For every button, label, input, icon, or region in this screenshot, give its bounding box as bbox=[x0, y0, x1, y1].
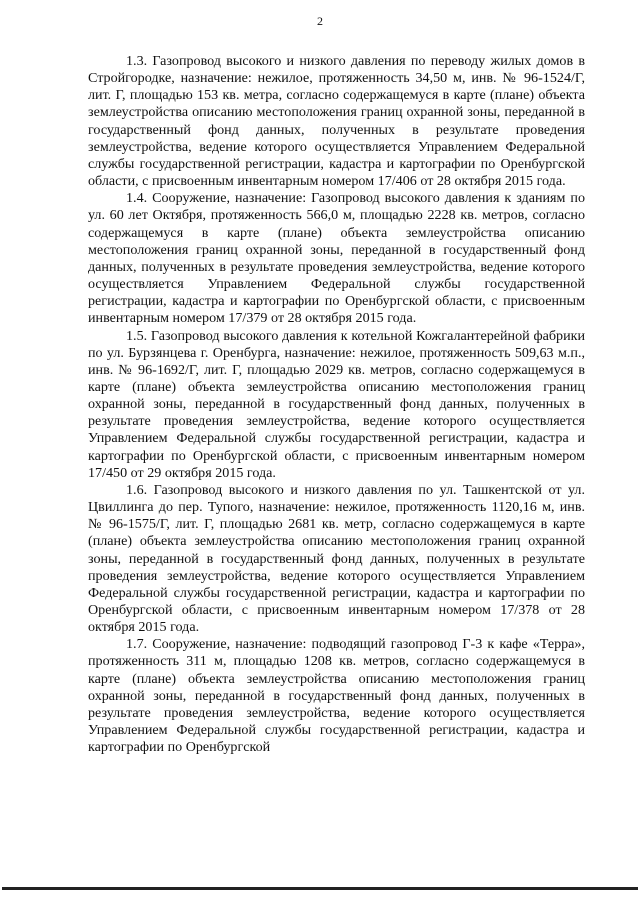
document-body bbox=[88, 53, 585, 756]
paragraph-1-5: 1.5. Газопровод высокого давления к котельной Кожгалантерейной фабрики по ул. Бурзянцева г. Оренбурга, назначение: нежилое, протяженность 509,63 м.п., инв. № 96-1692/Г, лит. Г, площадью 2029 кв. метров, согласно содержащемуся в карте (плане) объекта землеустройства описанию местоположения границ охранной зоны, переданной в государственный фонд данных, полученных в результате проведения землеустройства, ведение которого осуществляется Управлением Федеральной службы государственной регистрации, кадастра и картографии по Оренбургской области, с присвоенным инвентарным номером 17/450 от 29 октября 2015 года. bbox=[88, 327, 585, 481]
paragraph-1-3: 1.3. Газопровод высокого и низкого давления по переводу жилых домов в Стройгородке, назначение: нежилое, протяженность 34,50 м, инв. № 96-1524/Г, лит. Г, площадью 153 кв. метра, согласно содержащемуся в карте (плане) объекта землеустройства описанию местоположения границ охранной зоны, переданной в государственный фонд данных, полученных в результате проведения землеустройства, ведение которого осуществляется Управлением Федеральной службы государственной регистрации, кадастра и картографии по Оренбургской области, с присвоенным инвентарным номером 17/406 от 28 октября 2015 года. bbox=[88, 53, 585, 190]
paragraph-1-6: 1.6. Газопровод высокого и низкого давления по ул. Ташкентской от ул. Цвиллинга до пер. Тупого, назначение: нежилое, протяженность 1120,16 м, инв. № 96-1575/Г, лит. Г, площадью 2681 кв. метр, согласно содержащемуся в карте (плане) объекта землеустройства описанию местоположения границ охранной зоны, переданной в государственный фонд данных, полученных в результате проведения землеустройства, ведение которого осуществляется Управлением Федеральной службы государственной регистрации, кадастра и картографии по Оренбургской области, с присвоенным инвентарным номером 17/378 от 28 октября 2015 года. bbox=[88, 481, 585, 636]
paragraph-1-7: 1.7. Сооружение, назначение: подводящий газопровод Г-3 к кафе «Терра», протяженность 311 м, площадью 1208 кв. метров, согласно содержащемуся в карте (плане) объекта землеустройства описанию местоположения границ охранной зоны, переданной в государственный фонд данных, полученных в результате проведения землеустройства, ведение которого осуществляется Управлением Федеральной службы государственной регистрации, кадастра и картографии по Оренбургской bbox=[88, 636, 585, 756]
page-number: 2 bbox=[317, 14, 323, 28]
paragraph-1-4: 1.4. Сооружение, назначение: Газопровод высокого давления к зданиям по ул. 60 лет Октября, протяженность 566,0 м, площадью 2228 кв. метров, согласно содержащемуся в карте (плане) объекта землеустройства описанию местоположения границ охранной зоны, переданной в государственный фонд данных, полученных в результате проведения землеустройства, ведение которого осуществляется Управлением Федеральной службы государственной регистрации, кадастра и картографии по Оренбургской области, с присвоенным инвентарным номером 17/379 от 28 октября 2015 года. bbox=[88, 190, 585, 327]
bottom-scan-edge bbox=[2, 887, 638, 890]
